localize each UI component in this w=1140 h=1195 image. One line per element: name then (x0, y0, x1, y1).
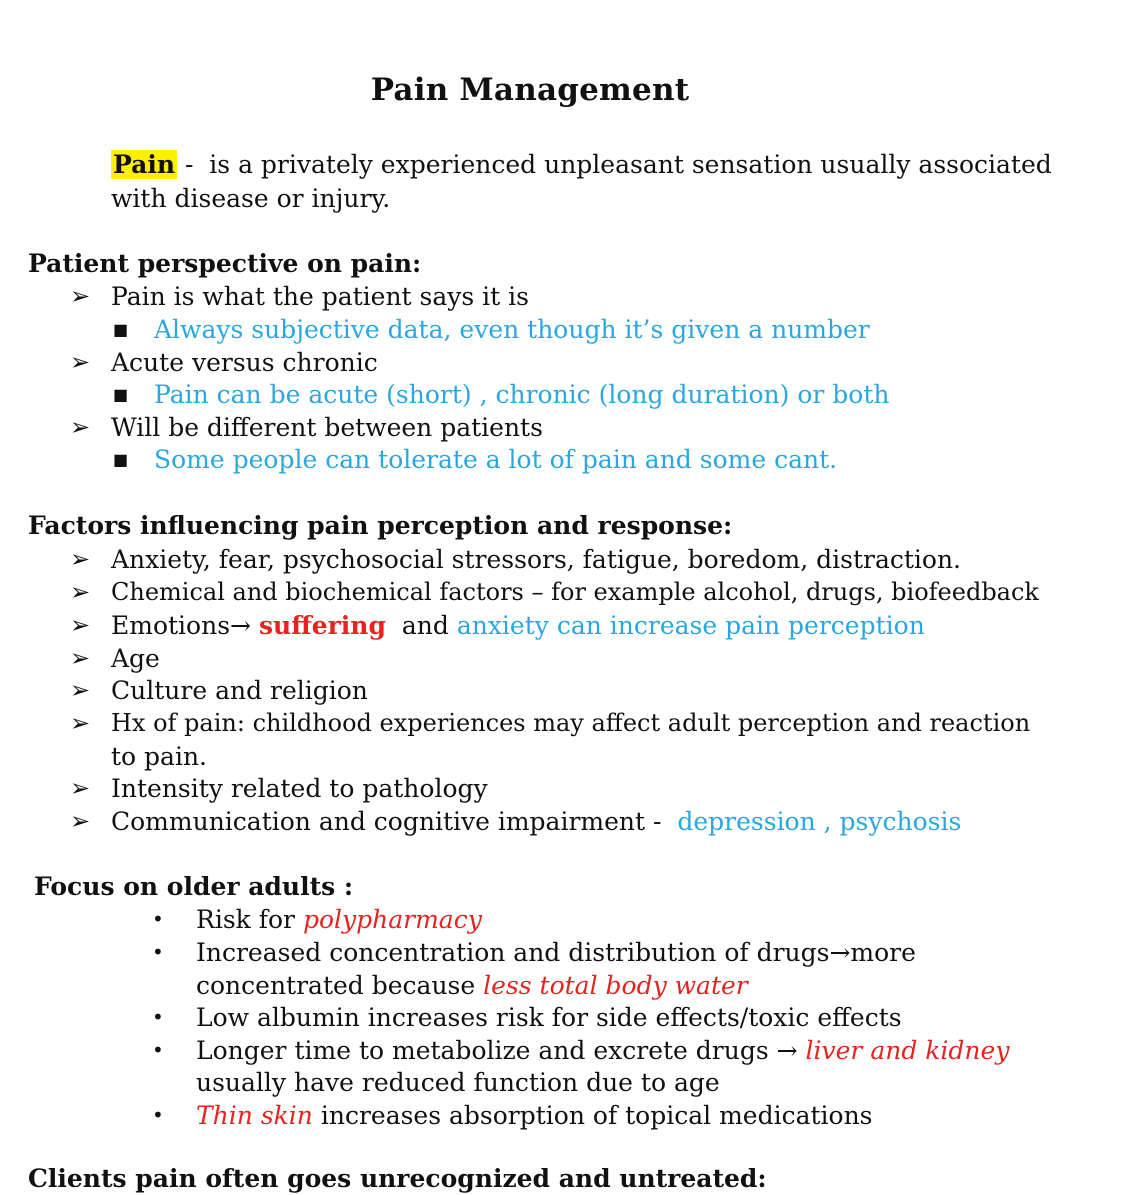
body-water-highlight: less total body water (483, 971, 748, 1000)
untreated-pain-heading: Clients pain often goes unrecognized and untreated: (28, 1164, 767, 1193)
list-item-text: Pain is what the patient says it is (111, 282, 529, 311)
arrow-bullet-icon: ➢ (70, 644, 91, 672)
anxiety-highlight: anxiety can increase pain perception (456, 611, 925, 640)
list-item-text (111, 805, 961, 838)
arrow-bullet-icon: ➢ (70, 348, 91, 376)
arrow-bullet-icon: ➢ (70, 807, 91, 835)
depression-highlight: depression , psychosis (677, 807, 962, 836)
dot-bullet-icon: • (152, 1103, 164, 1127)
dot-bullet-icon: • (152, 1005, 164, 1029)
square-bullet-icon: ■ (113, 450, 129, 469)
list-item-text: usually have reduced function due to age (196, 1068, 720, 1097)
square-bullet-icon: ■ (113, 320, 129, 339)
list-item-text: Increased concentration and distribution of drugs→more (196, 938, 916, 967)
definition-line-2: with disease or injury. (111, 184, 391, 213)
definition-line-1: is a privately experienced unpleasant sensation usually associated (209, 150, 1052, 179)
list-item-text: Intensity related to pathology (111, 774, 488, 803)
arrow-bullet-icon: ➢ (70, 413, 91, 441)
connector-text: and (385, 611, 457, 640)
emotions-label: Emotions→ (111, 611, 259, 640)
list-item-text (196, 969, 748, 1002)
list-item-text: Low albumin increases risk for side effects/toxic effects (196, 1003, 902, 1032)
absorption-text: increases absorption of topical medications (312, 1101, 873, 1130)
pain-definition (111, 148, 1121, 216)
factors-heading: Factors influencing pain perception and response: (28, 511, 733, 540)
list-item-text: Age (111, 644, 160, 673)
list-item-text: Acute versus chronic (111, 348, 378, 377)
arrow-bullet-icon: ➢ (70, 611, 91, 639)
arrow-bullet-icon: ➢ (70, 545, 91, 573)
arrow-bullet-icon: ➢ (70, 282, 91, 310)
older-adults-heading: Focus on older adults : (34, 872, 354, 901)
pain-term: Pain (113, 150, 175, 179)
suffering-highlight: suffering (258, 611, 386, 640)
arrow-bullet-icon: ➢ (70, 578, 91, 606)
metabolize-label: Longer time to metabolize and excrete drugs → (196, 1036, 806, 1065)
concentrated-label: concentrated because (196, 971, 484, 1000)
list-item-text (196, 1034, 1009, 1067)
square-bullet-icon: ■ (113, 385, 129, 404)
list-item-text (196, 1099, 873, 1132)
sub-list-item-text: Some people can tolerate a lot of pain and some cant. (154, 445, 838, 474)
dot-bullet-icon: • (152, 940, 164, 964)
definition-separator: - (177, 150, 210, 179)
list-item-text: to pain. (111, 742, 207, 771)
list-item-text: Hx of pain: childhood experiences may affect adult perception and reaction (111, 709, 1031, 737)
list-item-text: Anxiety, fear, psychosocial stressors, fatigue, boredom, distraction. (111, 545, 961, 574)
list-item-text: Will be different between patients (111, 413, 543, 442)
liver-kidney-highlight: liver and kidney (805, 1036, 1010, 1065)
arrow-bullet-icon: ➢ (70, 774, 91, 802)
sub-list-item-text: Pain can be acute (short) , chronic (long duration) or both (154, 380, 890, 409)
page-title: Pain Management (370, 72, 690, 108)
list-item-text (111, 609, 925, 642)
list-item-text (196, 903, 482, 936)
list-item-text: Culture and religion (111, 676, 368, 705)
sub-list-item-text: Always subjective data, even though it’s given a number (154, 315, 870, 344)
arrow-bullet-icon: ➢ (70, 676, 91, 704)
thin-skin-highlight: Thin skin (196, 1101, 313, 1130)
polypharmacy-highlight: polypharmacy (302, 905, 482, 934)
risk-label: Risk for (196, 905, 303, 934)
patient-perspective-heading: Patient perspective on pain: (28, 249, 422, 278)
dot-bullet-icon: • (152, 907, 164, 931)
list-item-text: Chemical and biochemical factors – for example alcohol, drugs, biofeedback (111, 578, 1039, 606)
dot-bullet-icon: • (152, 1038, 164, 1062)
arrow-bullet-icon: ➢ (70, 709, 91, 737)
communication-label: Communication and cognitive impairment - (111, 807, 678, 836)
